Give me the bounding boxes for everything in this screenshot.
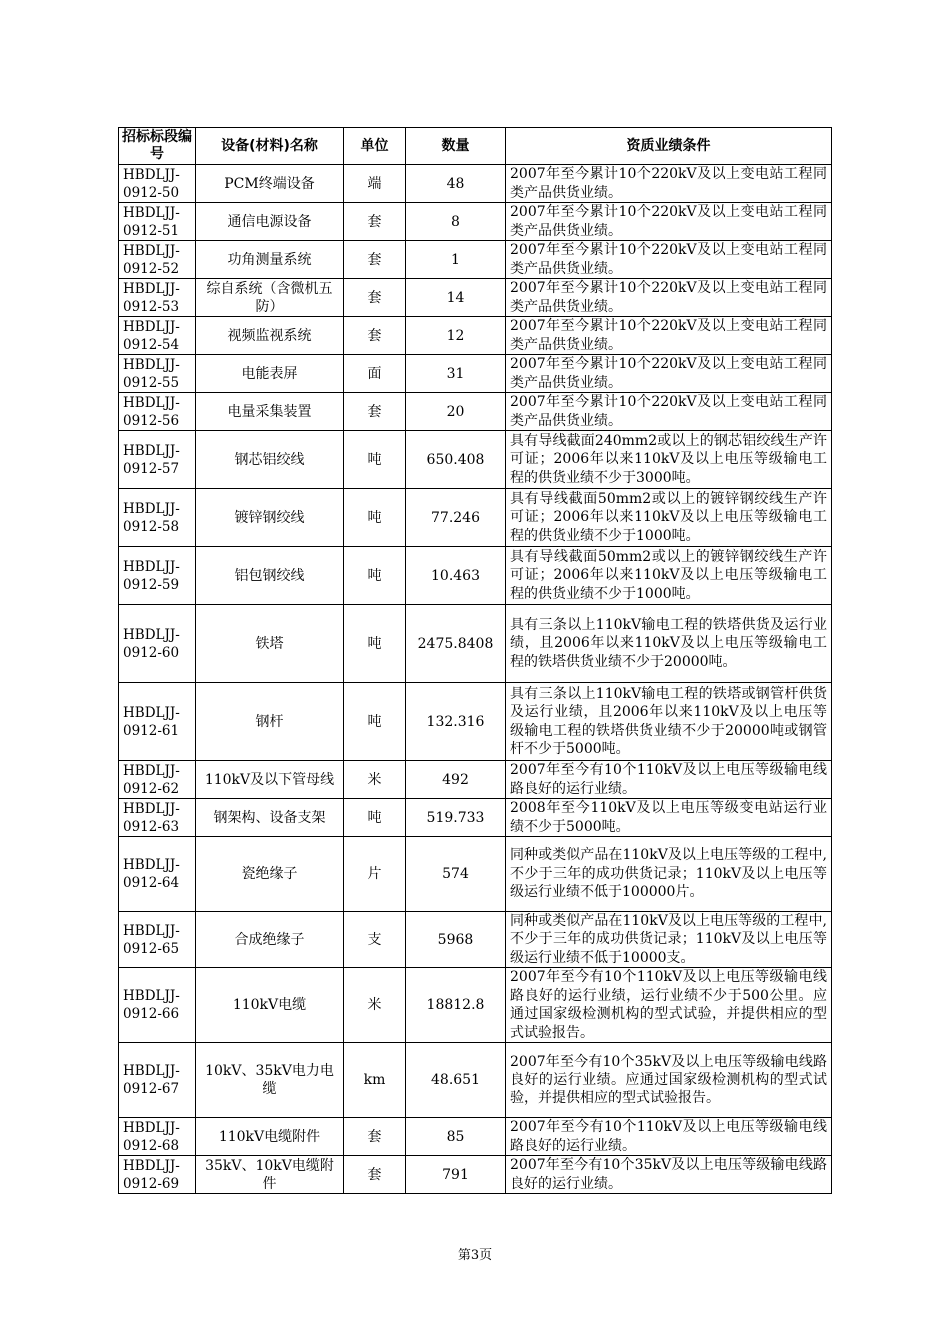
qualification-cell: 2007年至今累计10个220kV及以上变电站工程同类产品供货业绩。 [506,355,832,393]
table-row [119,165,832,203]
tender-code-cell: HBDLJJ-0912-52 [119,241,196,279]
item-name-cell: 钢芯铝绞线 [196,431,344,489]
tender-code-cell: HBDLJJ-0912-62 [119,761,196,799]
item-name-cell: 通信电源设备 [196,203,344,241]
qualification-cell: 具有三条以上110kV输电工程的铁塔供货及运行业绩，且2006年以来110kV及以上电压等级输电工程的铁塔供货业绩不少于20000吨。 [506,605,832,683]
quantity-cell: 48 [406,165,506,203]
unit-cell: 吨 [344,489,406,547]
unit-cell: 套 [344,1118,406,1156]
qualification-cell: 2007年至今累计10个220kV及以上变电站工程同类产品供货业绩。 [506,165,832,203]
unit-cell: 套 [344,1156,406,1194]
quantity-cell: 48.651 [406,1043,506,1118]
table-row [119,761,832,799]
qualification-cell: 具有导线截面50mm2或以上的镀锌钢绞线生产许可证；2006年以来110kV及以上电压等级输电工程的供货业绩不少于1000吨。 [506,547,832,605]
unit-cell: 支 [344,912,406,968]
tender-code-cell: HBDLJJ-0912-50 [119,165,196,203]
unit-cell: 吨 [344,605,406,683]
quantity-cell: 20 [406,393,506,431]
unit-cell: 套 [344,317,406,355]
qualification-cell: 2008年至今110kV及以上电压等级变电站运行业绩不少于5000吨。 [506,799,832,837]
tender-code-cell: HBDLJJ-0912-69 [119,1156,196,1194]
qualification-cell: 2007年至今累计10个220kV及以上变电站工程同类产品供货业绩。 [506,393,832,431]
qualification-cell: 具有三条以上110kV输电工程的铁塔或钢管杆供货及运行业绩，且2006年以来110kV及以上电压等级输电工程的铁塔供货业绩不少于20000吨或钢管杆不少于5000吨。 [506,683,832,761]
quantity-cell: 14 [406,279,506,317]
quantity-cell: 5968 [406,912,506,968]
quantity-cell: 519.733 [406,799,506,837]
tender-code-cell: HBDLJJ-0912-68 [119,1118,196,1156]
table-row [119,683,832,761]
quantity-cell: 85 [406,1118,506,1156]
qualification-cell: 具有导线截面50mm2或以上的镀锌钢绞线生产许可证；2006年以来110kV及以上电压等级输电工程的供货业绩不少于1000吨。 [506,489,832,547]
unit-cell: 米 [344,761,406,799]
qualification-cell: 2007年至今有10个110kV及以上电压等级输电线路良好的运行业绩。 [506,1118,832,1156]
tender-code-cell: HBDLJJ-0912-67 [119,1043,196,1118]
quantity-cell: 18812.8 [406,968,506,1043]
unit-cell: 米 [344,968,406,1043]
qualification-cell: 同种或类似产品在110kV及以上电压等级的工程中,不少于三年的成功供货记录；110kV及以上电压等级运行业绩不低于10000支。 [506,912,832,968]
item-name-cell: 10kV、35kV电力电缆 [196,1043,344,1118]
tender-code-cell: HBDLJJ-0912-57 [119,431,196,489]
header-name: 设备(材料)名称 [196,128,344,165]
table-row [119,431,832,489]
unit-cell: 吨 [344,683,406,761]
tender-code-cell: HBDLJJ-0912-51 [119,203,196,241]
item-name-cell: 电能表屏 [196,355,344,393]
quantity-cell: 791 [406,1156,506,1194]
item-name-cell: PCM终端设备 [196,165,344,203]
table-row [119,1156,832,1194]
quantity-cell: 10.463 [406,547,506,605]
table-row [119,317,832,355]
tender-code-cell: HBDLJJ-0912-64 [119,837,196,912]
item-name-cell: 35kV、10kV电缆附件 [196,1156,344,1194]
table-row [119,241,832,279]
tender-code-cell: HBDLJJ-0912-65 [119,912,196,968]
qualification-cell: 2007年至今累计10个220kV及以上变电站工程同类产品供货业绩。 [506,203,832,241]
qualification-cell: 2007年至今有10个35kV及以上电压等级输电线路良好的运行业绩。应通过国家级检测机构的型式试验，并提供相应的型式试验报告。 [506,1043,832,1118]
header-code: 招标标段编号 [119,128,196,165]
table-row [119,355,832,393]
unit-cell: 面 [344,355,406,393]
unit-cell: 套 [344,393,406,431]
table-row [119,837,832,912]
quantity-cell: 12 [406,317,506,355]
quantity-cell: 1 [406,241,506,279]
tender-code-cell: HBDLJJ-0912-63 [119,799,196,837]
unit-cell: 端 [344,165,406,203]
item-name-cell: 铁塔 [196,605,344,683]
unit-cell: 吨 [344,431,406,489]
unit-cell: 套 [344,241,406,279]
page-number: 第3页 [457,1248,493,1263]
qualification-cell: 2007年至今有10个110kV及以上电压等级输电线路良好的运行业绩，运行业绩不少于500公里。应通过国家级检测机构的型式试验，并提供相应的型式试验报告。 [506,968,832,1043]
tender-code-cell: HBDLJJ-0912-66 [119,968,196,1043]
table-row [119,1118,832,1156]
unit-cell: 吨 [344,799,406,837]
tender-code-cell: HBDLJJ-0912-60 [119,605,196,683]
table-row [119,968,832,1043]
table-row [119,799,832,837]
table-row [119,1043,832,1118]
table-row [119,489,832,547]
item-name-cell: 110kV及以下管母线 [196,761,344,799]
table-row [119,547,832,605]
unit-cell: 片 [344,837,406,912]
item-name-cell: 电量采集装置 [196,393,344,431]
unit-cell: 吨 [344,547,406,605]
item-name-cell: 铝包钢绞线 [196,547,344,605]
item-name-cell: 110kV电缆附件 [196,1118,344,1156]
quantity-cell: 8 [406,203,506,241]
item-name-cell: 合成绝缘子 [196,912,344,968]
table-row [119,605,832,683]
quantity-cell: 31 [406,355,506,393]
quantity-cell: 77.246 [406,489,506,547]
unit-cell: km [344,1043,406,1118]
table-header-row [119,128,832,165]
unit-cell: 套 [344,203,406,241]
qualification-cell: 2007年至今有10个35kV及以上电压等级输电线路良好的运行业绩。 [506,1156,832,1194]
qualification-cell: 2007年至今累计10个220kV及以上变电站工程同类产品供货业绩。 [506,241,832,279]
table-row [119,912,832,968]
item-name-cell: 110kV电缆 [196,968,344,1043]
tender-code-cell: HBDLJJ-0912-56 [119,393,196,431]
tender-code-cell: HBDLJJ-0912-54 [119,317,196,355]
item-name-cell: 钢架构、设备支架 [196,799,344,837]
quantity-cell: 132.316 [406,683,506,761]
quantity-cell: 574 [406,837,506,912]
quantity-cell: 492 [406,761,506,799]
header-unit: 单位 [344,128,406,165]
header-qty: 数量 [406,128,506,165]
table-row [119,279,832,317]
item-name-cell: 视频监视系统 [196,317,344,355]
qualification-table [118,127,832,1194]
qualification-cell: 2007年至今累计10个220kV及以上变电站工程同类产品供货业绩。 [506,317,832,355]
tender-code-cell: HBDLJJ-0912-59 [119,547,196,605]
table-row [119,203,832,241]
header-cond: 资质业绩条件 [506,128,832,165]
quantity-cell: 2475.8408 [406,605,506,683]
table-body [119,165,832,1194]
qualification-cell: 2007年至今累计10个220kV及以上变电站工程同类产品供货业绩。 [506,279,832,317]
tender-code-cell: HBDLJJ-0912-61 [119,683,196,761]
item-name-cell: 瓷绝缘子 [196,837,344,912]
item-name-cell: 钢杆 [196,683,344,761]
table-row [119,393,832,431]
qualification-cell: 2007年至今有10个110kV及以上电压等级输电线路良好的运行业绩。 [506,761,832,799]
item-name-cell: 功角测量系统 [196,241,344,279]
tender-code-cell: HBDLJJ-0912-58 [119,489,196,547]
unit-cell: 套 [344,279,406,317]
qualification-cell: 具有导线截面240mm2或以上的钢芯铝绞线生产许可证；2006年以来110kV及以上电压等级输电工程的供货业绩不少于3000吨。 [506,431,832,489]
tender-code-cell: HBDLJJ-0912-53 [119,279,196,317]
item-name-cell: 综自系统（含微机五防） [196,279,344,317]
quantity-cell: 650.408 [406,431,506,489]
qualification-cell: 同种或类似产品在110kV及以上电压等级的工程中,不少于三年的成功供货记录；110kV及以上电压等级运行业绩不低于100000片。 [506,837,832,912]
tender-code-cell: HBDLJJ-0912-55 [119,355,196,393]
item-name-cell: 镀锌钢绞线 [196,489,344,547]
